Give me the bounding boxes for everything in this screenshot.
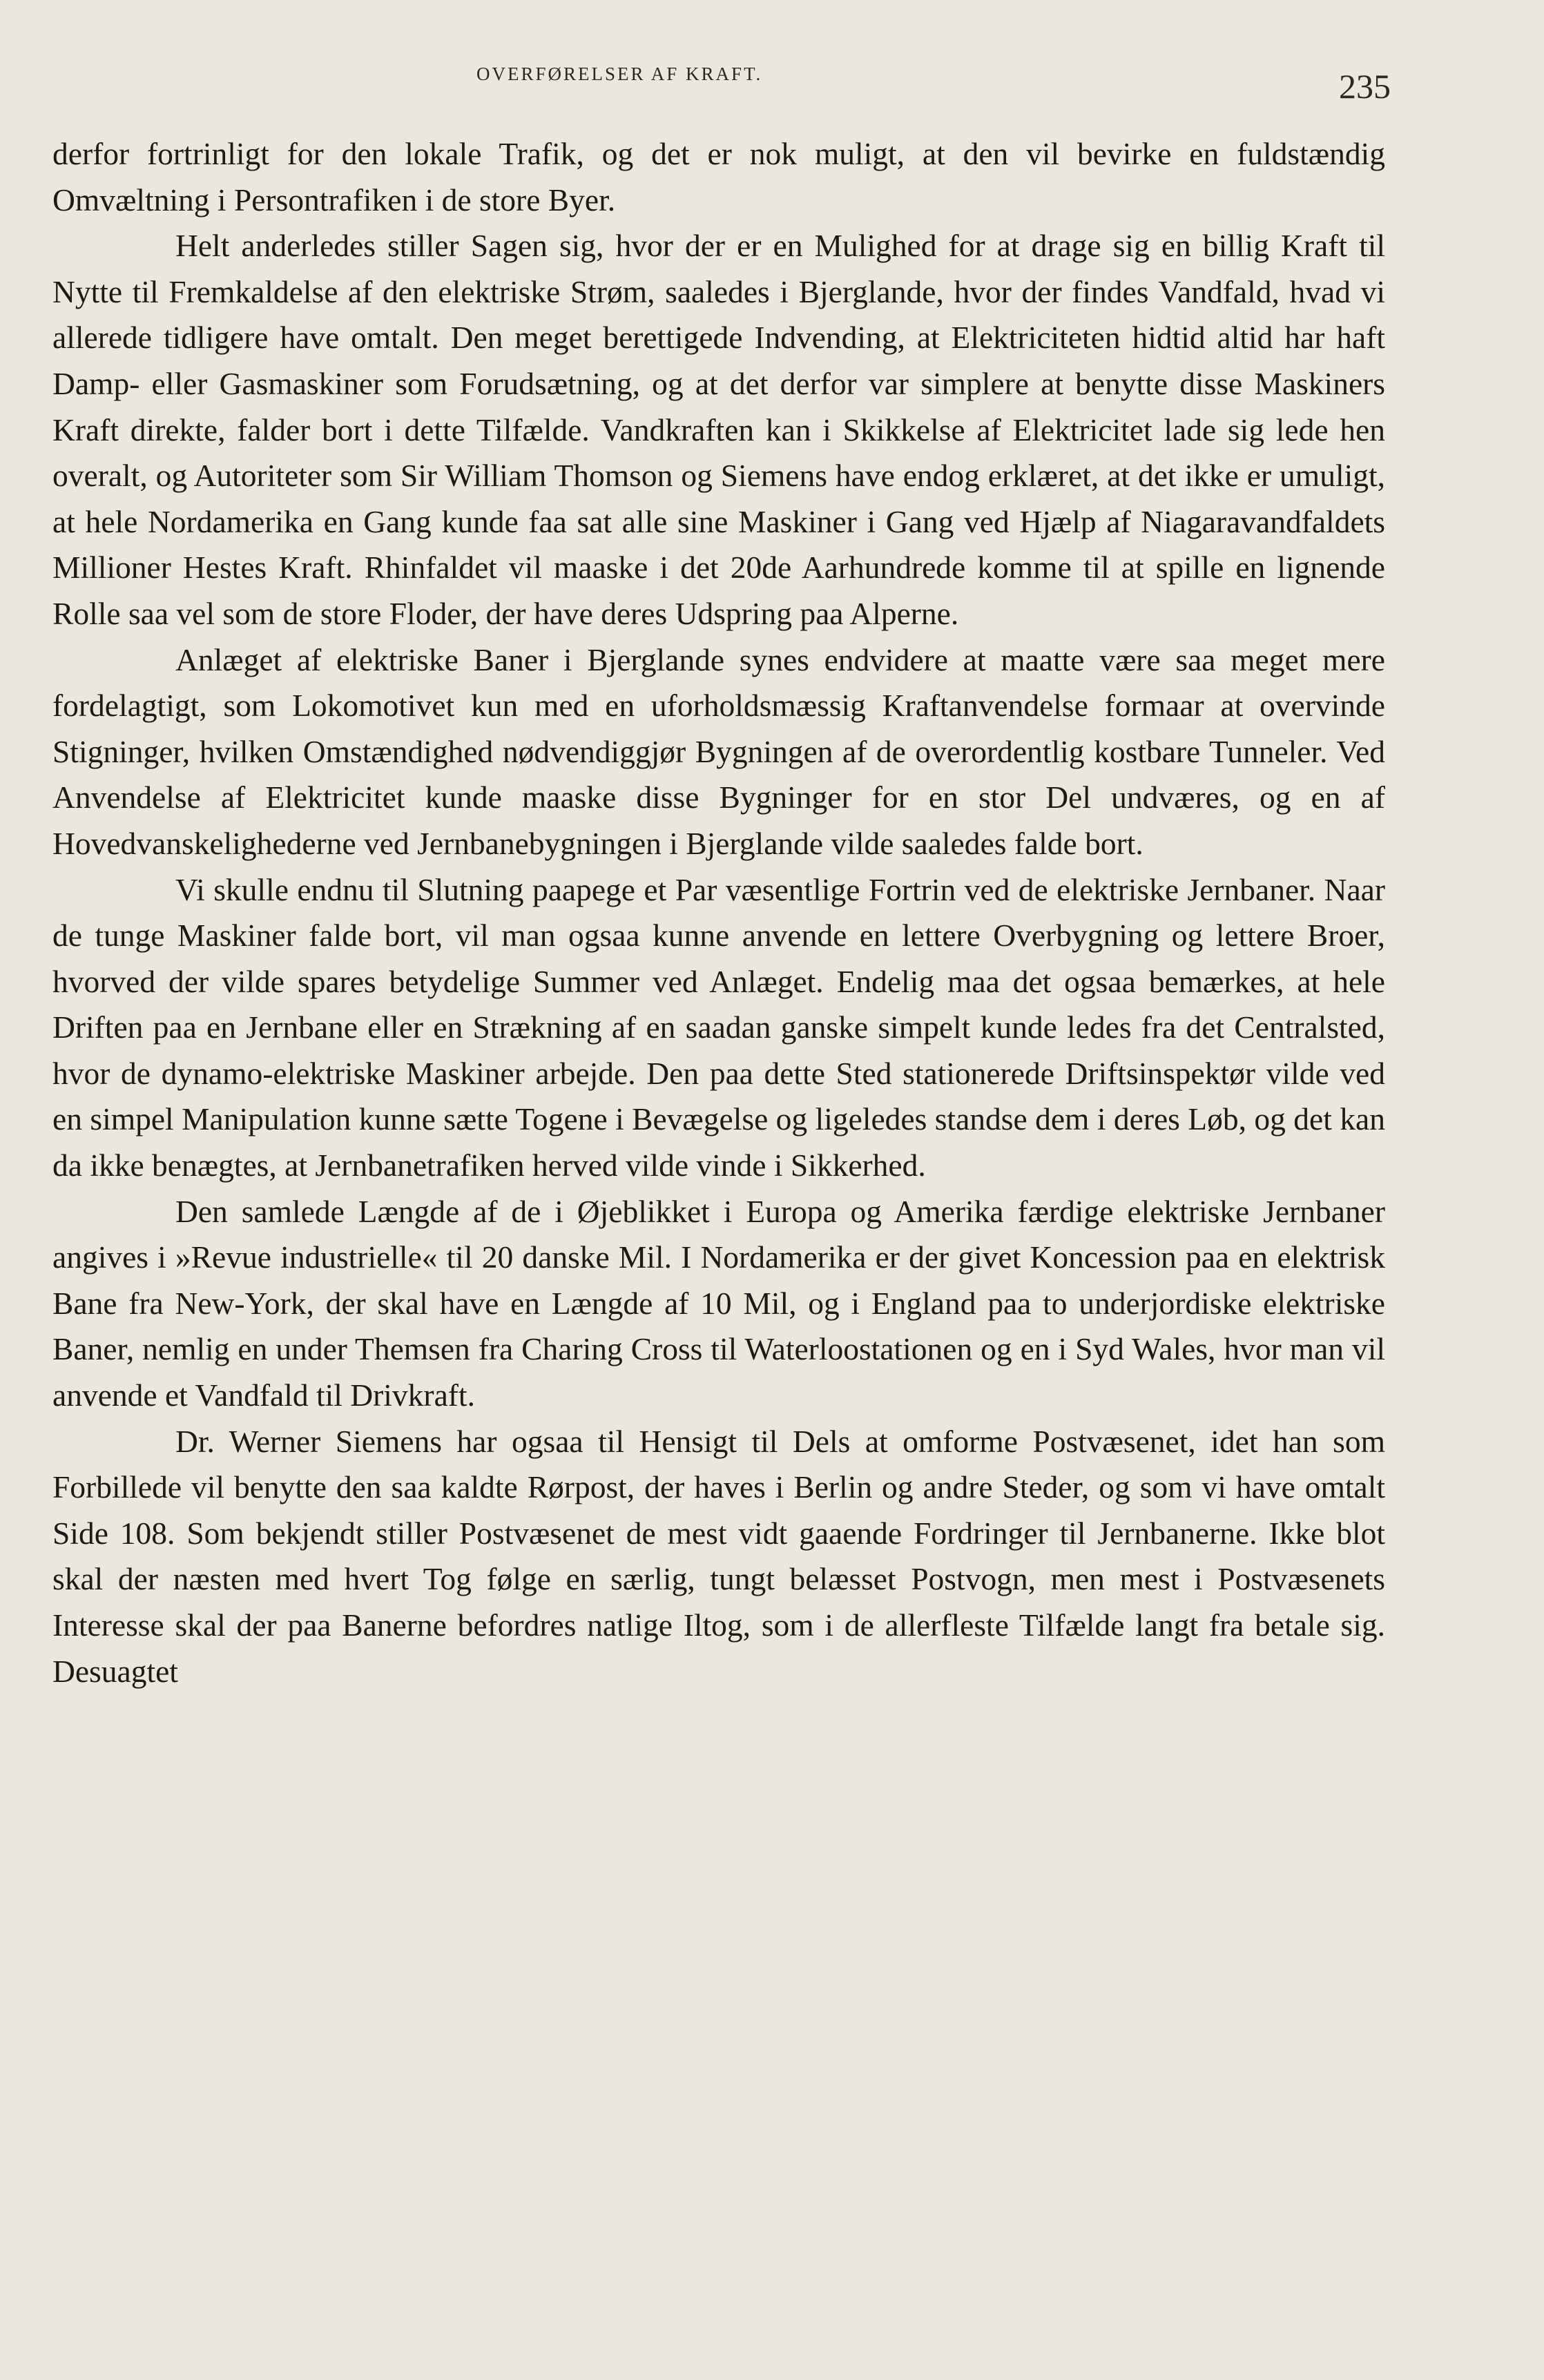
running-head: OVERFØRELSER AF KRAFT. <box>476 64 763 84</box>
paragraph-4: Vi skulle endnu til Slutning paapege et Par væsentlige Fortrin ved de elektriske Jernbaner. Naar de tunge Maskiner falde bort, vil man ogsaa kunne anvende en lettere Overbygning og lettere Broer, hvorved der vilde spares betydelige Summer ved Anlæget. Endelig maa det ogsaa bemærkes, at hele Driften paa en Jernbane eller en Strækning af en saadan ganske simpelt kunde ledes fra det Centralsted, hvor de dynamo-elektriske Maskiner arbejde. Den paa dette Sted stationerede Driftsinspektør vilde ved en simpel Manipulation kunne sætte Togene i Bevægelse og ligeledes standse dem i deres Løb, og det kan da ikke benægtes, at Jernbanetrafiken herved vilde vinde i Sikkerhed. <box>52 871 1385 1183</box>
body-text <box>52 131 1385 1694</box>
paragraph-3: Anlæget af elektriske Baner i Bjerglande synes endvidere at maatte være saa meget mere fordelagtigt, som Lokomotivet kun med en uforholdsmæssig Kraftanvendelse formaar at overvinde Stigninger, hvilken Omstændighed nødvendiggjør Bygningen af de overordentlig kostbare Tunneler. Ved Anvendelse af Elektricitet kunde maaske disse Bygninger for en stor Del undværes, og en af Hovedvanskelighederne ved Jernbanebygningen i Bjerglande vilde saaledes falde bort. <box>52 641 1385 861</box>
paragraph-1: derfor fortrinligt for den lokale Trafik, og det er nok muligt, at den vil bevirke en fuldstændig Omvæltning i Persontrafiken i de store Byer. <box>52 136 1385 217</box>
paragraph-5: Den samlede Længde af de i Øjeblikket i Europa og Amerika færdige elektriske Jernbaner angives i »Revue industrielle« til 20 danske Mil. I Nordamerika er der givet Koncession paa en elektrisk Bane fra New-York, der skal have en Længde af 10 Mil, og i England paa to underjordiske elektriske Baner, nemlig en under Themsen fra Charing Cross til Waterloostationen og en i Syd Wales, hvor man vil anvende et Vandfald til Drivkraft. <box>52 1193 1385 1413</box>
page-number: 235 <box>1339 67 1391 106</box>
paragraph-6: Dr. Werner Siemens har ogsaa til Hensigt til Dels at omforme Postvæsenet, idet han som Forbillede vil benytte den saa kaldte Rørpost, der haves i Berlin og andre Steder, og som vi have omtalt Side 108. Som bekjendt stiller Postvæsenet de mest vidt gaaende Fordringer til Jernbanerne. Ikke blot skal der næsten med hvert Tog følge en særlig, tungt belæsset Postvogn, men mest i Postvæsenets Interesse skal der paa Banerne befordres natlige Iltog, som i de allerfleste Tilfælde langt fra betale sig. Desuagtet <box>52 1423 1385 1689</box>
paragraph-2: Helt anderledes stiller Sagen sig, hvor der er en Mulighed for at drage sig en billig Kraft til Nytte til Fremkaldelse af den elektriske Strøm, saaledes i Bjerglande, hvor der findes Vandfald, hvad vi allerede tidligere have omtalt. Den meget berettigede Indvending, at Elektriciteten hidtid altid har haft Damp- eller Gasmaskiner som Forudsætning, og at det derfor var simplere at benytte disse Maskiners Kraft direkte, falder bort i dette Tilfælde. Vandkraften kan i Skikkelse af Elektricitet lade sig lede hen overalt, og Autoriteter som Sir William Thomson og Siemens have endog erklæret, at det ikke er umuligt, at hele Nordamerika en Gang kunde faa sat alle sine Maskiner i Gang ved Hjælp af Niagaravandfaldets Millioner Hestes Kraft. Rhinfaldet vil maaske i det 20de Aarhundrede komme til at spille en lignende Rolle saa vel som de store Floder, der have deres Udspring paa Alperne. <box>52 228 1385 631</box>
